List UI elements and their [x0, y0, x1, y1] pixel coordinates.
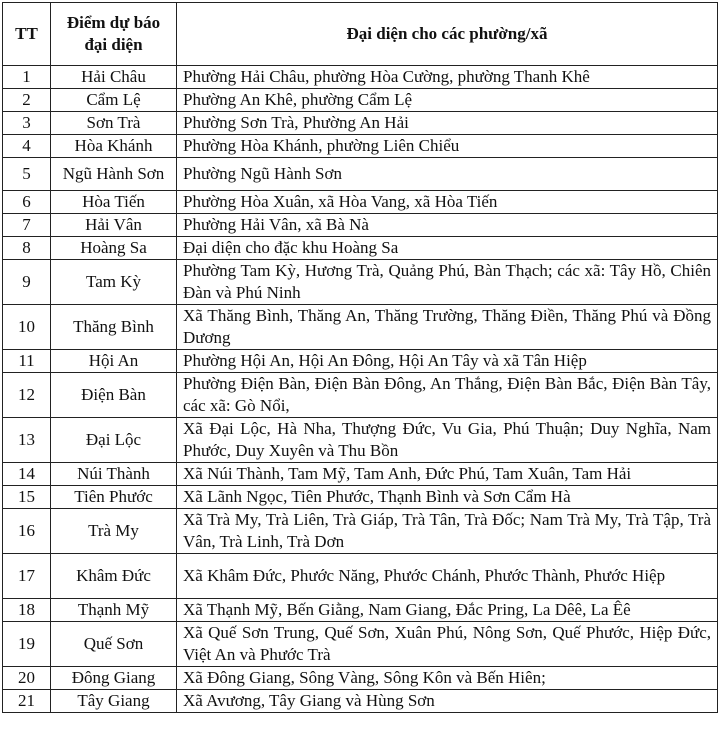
table-row [3, 667, 718, 690]
row-number: 6 [3, 191, 51, 214]
row-number: 8 [3, 237, 51, 260]
table-row [3, 509, 718, 554]
represented-area: Xã Thăng Bình, Thăng An, Thăng Trường, Thăng Điền, Thăng Phú và Đồng Dương [177, 305, 718, 350]
table-row [3, 463, 718, 486]
forecast-point: Thạnh Mỹ [51, 599, 177, 622]
represented-area: Xã Núi Thành, Tam Mỹ, Tam Anh, Đức Phú, Tam Xuân, Tam Hải [177, 463, 718, 486]
forecast-points-table [2, 2, 718, 713]
row-number: 9 [3, 260, 51, 305]
row-number: 16 [3, 509, 51, 554]
represented-area: Xã Khâm Đức, Phước Năng, Phước Chánh, Phước Thành, Phước Hiệp [177, 554, 718, 599]
forecast-point: Tiên Phước [51, 486, 177, 509]
table-row [3, 237, 718, 260]
row-number: 10 [3, 305, 51, 350]
row-number: 21 [3, 690, 51, 713]
table-row [3, 89, 718, 112]
row-number: 7 [3, 214, 51, 237]
represented-area: Phường Điện Bàn, Điện Bàn Đông, An Thắng, Điện Bàn Bắc, Điện Bàn Tây, các xã: Gò Nổi, [177, 373, 718, 418]
table-row [3, 112, 718, 135]
row-number: 3 [3, 112, 51, 135]
table-row [3, 214, 718, 237]
represented-area: Xã Thạnh Mỹ, Bến Giằng, Nam Giang, Đắc Pring, La Dêê, La Êê [177, 599, 718, 622]
forecast-point: Ngũ Hành Sơn [51, 158, 177, 191]
represented-area: Phường Hội An, Hội An Đông, Hội An Tây và xã Tân Hiệp [177, 350, 718, 373]
forecast-point: Quế Sơn [51, 622, 177, 667]
table-header-row [3, 3, 718, 66]
row-number: 18 [3, 599, 51, 622]
table-row [3, 418, 718, 463]
table-row [3, 373, 718, 418]
forecast-point: Sơn Trà [51, 112, 177, 135]
row-number: 2 [3, 89, 51, 112]
table-row [3, 66, 718, 89]
table-row [3, 191, 718, 214]
table-row [3, 305, 718, 350]
table-row [3, 260, 718, 305]
forecast-point: Tây Giang [51, 690, 177, 713]
table-row [3, 158, 718, 191]
forecast-point: Hội An [51, 350, 177, 373]
header-represented-area: Đại diện cho các phường/xã [177, 3, 718, 66]
forecast-point: Hải Châu [51, 66, 177, 89]
row-number: 14 [3, 463, 51, 486]
represented-area: Xã Trà My, Trà Liên, Trà Giáp, Trà Tân, Trà Đốc; Nam Trà My, Trà Tập, Trà Vân, Trà Linh, Trà Dơn [177, 509, 718, 554]
represented-area: Phường Tam Kỳ, Hương Trà, Quảng Phú, Bàn Thạch; các xã: Tây Hồ, Chiên Đàn và Phú Ninh [177, 260, 718, 305]
row-number: 19 [3, 622, 51, 667]
row-number: 17 [3, 554, 51, 599]
represented-area: Phường Hòa Xuân, xã Hòa Vang, xã Hòa Tiến [177, 191, 718, 214]
forecast-point: Khâm Đức [51, 554, 177, 599]
forecast-point: Điện Bàn [51, 373, 177, 418]
represented-area: Phường Ngũ Hành Sơn [177, 158, 718, 191]
table-row [3, 554, 718, 599]
represented-area: Xã Quế Sơn Trung, Quế Sơn, Xuân Phú, Nông Sơn, Quế Phước, Hiệp Đức, Việt An và Phước Trà [177, 622, 718, 667]
table-row [3, 486, 718, 509]
table-row [3, 135, 718, 158]
forecast-point: Đại Lộc [51, 418, 177, 463]
row-number: 4 [3, 135, 51, 158]
table-row [3, 350, 718, 373]
represented-area: Phường An Khê, phường Cẩm Lệ [177, 89, 718, 112]
forecast-point: Thăng Bình [51, 305, 177, 350]
forecast-point: Hòa Khánh [51, 135, 177, 158]
forecast-point: Hải Vân [51, 214, 177, 237]
forecast-point: Núi Thành [51, 463, 177, 486]
represented-area: Đại diện cho đặc khu Hoàng Sa [177, 237, 718, 260]
row-number: 5 [3, 158, 51, 191]
row-number: 13 [3, 418, 51, 463]
table-row [3, 622, 718, 667]
row-number: 20 [3, 667, 51, 690]
row-number: 1 [3, 66, 51, 89]
represented-area: Xã Đông Giang, Sông Vàng, Sông Kôn và Bến Hiên; [177, 667, 718, 690]
row-number: 12 [3, 373, 51, 418]
represented-area: Phường Hải Vân, xã Bà Nà [177, 214, 718, 237]
represented-area: Xã Đại Lộc, Hà Nha, Thượng Đức, Vu Gia, Phú Thuận; Duy Nghĩa, Nam Phước, Duy Xuyên và Thu Bồn [177, 418, 718, 463]
represented-area: Xã Avương, Tây Giang và Hùng Sơn [177, 690, 718, 713]
forecast-point: Hòa Tiến [51, 191, 177, 214]
represented-area: Xã Lãnh Ngọc, Tiên Phước, Thạnh Bình và Sơn Cẩm Hà [177, 486, 718, 509]
row-number: 15 [3, 486, 51, 509]
header-forecast-point: Điểm dự báo đại diện [51, 3, 177, 66]
forecast-point: Tam Kỳ [51, 260, 177, 305]
row-number: 11 [3, 350, 51, 373]
table-row [3, 690, 718, 713]
header-tt: TT [3, 3, 51, 66]
forecast-point: Đông Giang [51, 667, 177, 690]
forecast-point: Trà My [51, 509, 177, 554]
represented-area: Phường Hải Châu, phường Hòa Cường, phường Thanh Khê [177, 66, 718, 89]
forecast-point: Hoàng Sa [51, 237, 177, 260]
represented-area: Phường Hòa Khánh, phường Liên Chiểu [177, 135, 718, 158]
table-row [3, 599, 718, 622]
represented-area: Phường Sơn Trà, Phường An Hải [177, 112, 718, 135]
forecast-point: Cẩm Lệ [51, 89, 177, 112]
